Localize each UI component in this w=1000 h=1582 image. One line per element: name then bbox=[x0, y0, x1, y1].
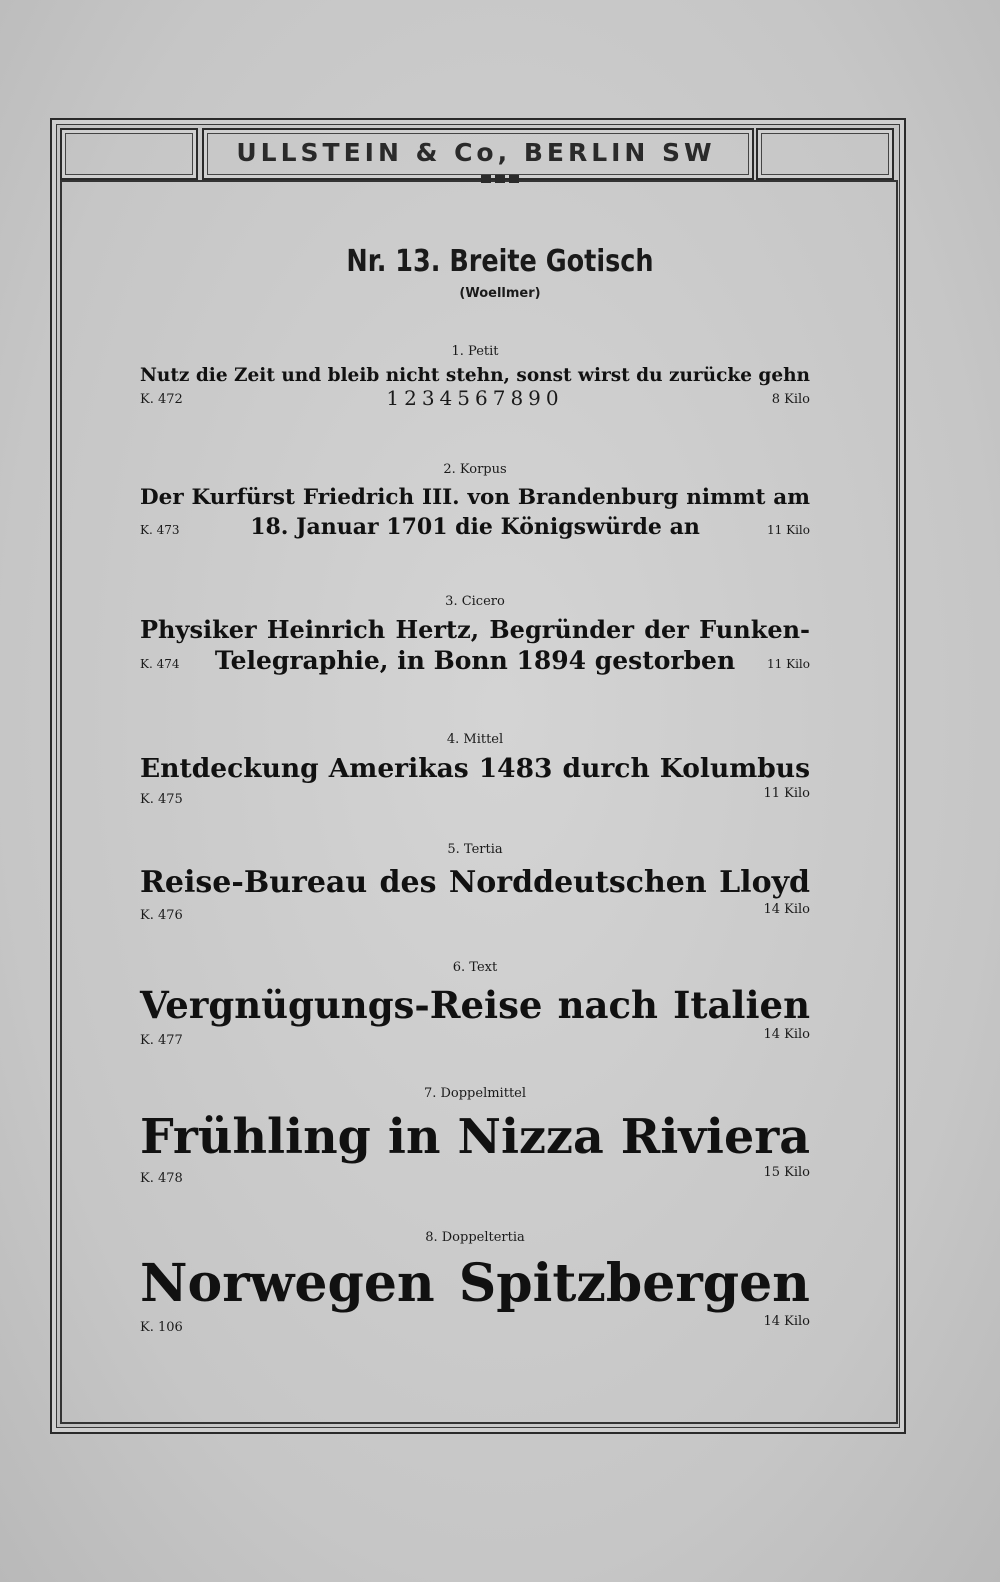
sample-meta bbox=[140, 1027, 810, 1047]
section-title: Nr. 13. Breite Gotisch bbox=[346, 244, 654, 279]
weight: 11 Kilo bbox=[763, 786, 810, 801]
sample-label: 3. Cicero bbox=[445, 594, 505, 609]
sample-meta bbox=[140, 386, 810, 412]
sample-line: Der Kurfürst Friedrich III. von Brandenburg nimmt am bbox=[140, 485, 810, 510]
sample-line: Physiker Heinrich Hertz, Begründer der Funken- bbox=[140, 615, 810, 644]
weight: 11 Kilo bbox=[767, 656, 810, 671]
weight: 15 Kilo bbox=[763, 1165, 810, 1180]
sample-cicero bbox=[140, 594, 810, 675]
sample-label: 5. Tertia bbox=[447, 842, 503, 857]
section-subtitle: (Woellmer) bbox=[459, 286, 541, 301]
sample-label: 7. Doppelmittel bbox=[423, 1086, 527, 1101]
sample-line: Norwegen Spitzbergen bbox=[140, 1253, 810, 1314]
sample-row bbox=[140, 646, 810, 675]
sample-mittel bbox=[140, 732, 810, 806]
sample-line: Entdeckung Amerikas 1483 durch Kolumbus bbox=[140, 753, 810, 784]
sample-label: 1. Petit bbox=[451, 344, 499, 359]
sample-label: 6. Text bbox=[452, 960, 498, 975]
catalog-number: K. 476 bbox=[140, 908, 183, 923]
header-ornament bbox=[440, 172, 560, 186]
sample-korpus bbox=[140, 462, 810, 540]
catalog-number: K. 474 bbox=[140, 656, 180, 671]
sample-doppeltertia bbox=[140, 1230, 810, 1334]
sample-line: 18. Januar 1701 die Königswürde an bbox=[250, 514, 700, 540]
sample-doppelmittel bbox=[140, 1086, 810, 1185]
header-left-box bbox=[60, 128, 198, 180]
sample-line: Reise-Bureau des Norddeutschen Lloyd bbox=[140, 865, 810, 900]
catalog-number: K. 472 bbox=[140, 392, 183, 407]
weight: 14 Kilo bbox=[763, 1314, 810, 1329]
sample-label: 4. Mittel bbox=[446, 732, 504, 747]
sample-label: 2. Korpus bbox=[443, 462, 507, 477]
sample-meta bbox=[140, 1314, 810, 1334]
sample-line: Vergnügungs-Reise nach Italien bbox=[140, 983, 810, 1027]
sample-label: 8. Doppeltertia bbox=[425, 1230, 525, 1245]
catalog-number: K. 473 bbox=[140, 522, 180, 537]
sample-petit bbox=[140, 344, 810, 412]
catalog-number: K. 106 bbox=[140, 1320, 183, 1335]
sample-meta bbox=[140, 786, 810, 806]
catalog-number: K. 475 bbox=[140, 792, 183, 807]
catalog-number: K. 478 bbox=[140, 1171, 183, 1186]
sample-meta bbox=[140, 1165, 810, 1185]
digit-sample: 1234567890 bbox=[386, 386, 564, 410]
sample-row bbox=[140, 514, 810, 540]
header-title: ULLSTEIN & Co, BERLIN SW bbox=[236, 137, 716, 167]
header-right-box bbox=[756, 128, 894, 180]
weight: 14 Kilo bbox=[763, 1027, 810, 1042]
weight: 8 Kilo bbox=[771, 392, 810, 407]
sample-meta bbox=[140, 902, 810, 922]
weight: 14 Kilo bbox=[763, 902, 810, 917]
sample-line: Frühling in Nizza Riviera bbox=[140, 1109, 810, 1165]
sample-tertia bbox=[140, 842, 810, 922]
weight: 11 Kilo bbox=[767, 522, 810, 537]
sample-line: Nutz die Zeit und bleib nicht stehn, sonst wirst du zurücke gehn bbox=[140, 365, 811, 386]
catalog-number: K. 477 bbox=[140, 1033, 183, 1048]
sample-line: Telegraphie, in Bonn 1894 gestorben bbox=[214, 646, 736, 675]
sample-text bbox=[140, 960, 810, 1047]
